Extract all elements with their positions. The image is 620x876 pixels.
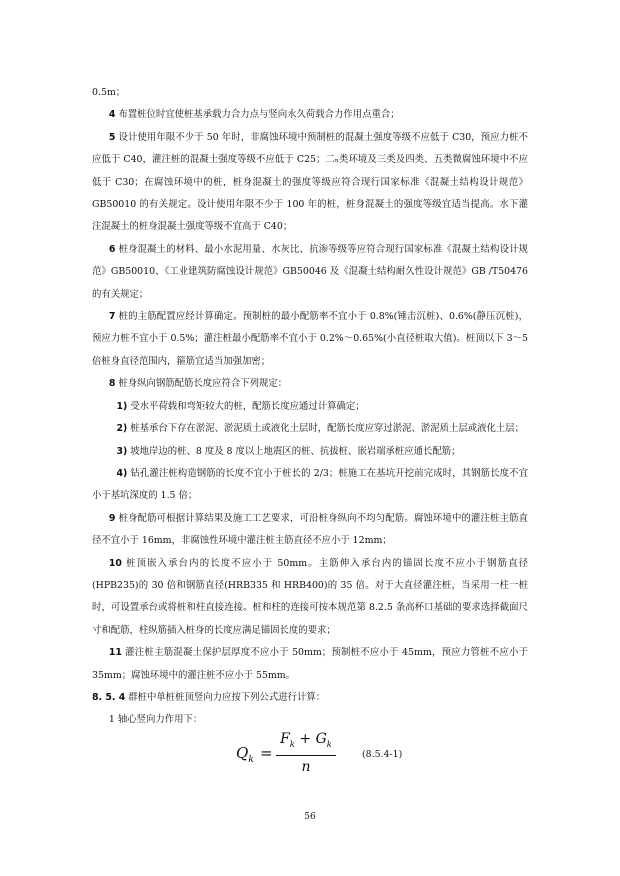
section-heading: [92, 687, 528, 709]
fraction: [276, 730, 336, 776]
symbol-q: Q: [236, 743, 249, 762]
subscript-k: k: [289, 739, 295, 750]
paragraph-continued: [92, 82, 528, 104]
subclause-number: 1): [116, 400, 128, 412]
clause-number: 8: [108, 378, 116, 390]
subscript-k: k: [326, 739, 332, 750]
formula-8-5-4-1: [92, 732, 528, 776]
symbol-f: F: [280, 730, 290, 747]
subclause-text: 受水平荷载和弯矩较大的桩，配筋长度应通过计算确定；: [127, 400, 365, 412]
clause-7: [92, 306, 528, 373]
clause-number: 10: [108, 557, 122, 569]
clause-5: [92, 127, 528, 239]
equation-number: (8.5.4-1): [362, 748, 403, 760]
subclause-text: 钻孔灌注桩构造钢筋的长度不宜小于桩长的 2/3；桩施工在基坑开挖前完成时，其钢筋长度不宜小于基坑深度的 1.5 倍；: [92, 467, 528, 502]
subclause-4: [92, 463, 528, 508]
clause-8: [92, 373, 528, 395]
clause-number: 4: [108, 109, 116, 121]
clause-10: [92, 553, 528, 643]
clause-number: 6: [108, 243, 116, 255]
subclause-number: 2): [116, 423, 128, 435]
fraction-bar: [276, 755, 336, 756]
clause-11: [92, 642, 528, 687]
section-text: 群桩中单桩桩顶竖向力应按下列公式进行计算：: [125, 691, 326, 703]
symbol-g: G: [315, 730, 327, 747]
item-text: 1 轴心竖向力作用下：: [108, 714, 203, 726]
clause-number: 5: [108, 131, 116, 143]
equals-sign: =: [260, 743, 273, 762]
page-number: 56: [304, 812, 316, 822]
clause-text: 布置桩位时宜使桩基承载力合力点与竖向永久荷载合力作用点重合；: [115, 109, 400, 121]
clause-6: [92, 239, 528, 306]
subclause-text: 桩基承台下存在淤泥、淤泥质土或液化土层时，配筋长度应穿过淤泥、淤泥质土层或液化土层；: [127, 423, 524, 435]
subscript-k: k: [248, 754, 254, 765]
subclause-2: [92, 418, 528, 440]
clause-text: 灌注桩主筋混凝土保护层厚度不应小于 50mm；预制桩不应小于 45mm，预应力管桩不应小于 35mm；腐蚀环境中的灌注桩不应小于 55mm。: [92, 647, 528, 681]
clause-4: [92, 104, 528, 126]
subclause-3: [92, 441, 528, 463]
clause-text: 桩身纵向钢筋配筋长度应符合下列规定：: [115, 378, 288, 390]
text: 0.5m；: [92, 87, 126, 98]
item-1: [92, 709, 528, 731]
clause-number: 7: [108, 311, 116, 323]
subclause-number: 4): [116, 467, 128, 479]
denominator: n: [301, 758, 311, 775]
clause-number: 9: [108, 512, 116, 524]
clause-text: 桩的主筋配置应经计算确定。预制桩的最小配筋率不宜小于 0.8%(锤击沉桩)、0.6%(静压沉桩)，预应力桩不宜小于 0.5%；灌注桩最小配筋率不宜小于 0.2%～0.65%(小直径桩取大值)。桩顶以下 3～5 倍桩身直径范围内，箍筋宜适当加强加密；: [92, 311, 528, 367]
clause-text: 设计使用年限不少于 50 年时，非腐蚀环境中预制桩的混凝土强度等级不应低于 C30，预应力桩不应低于 C40，灌注桩的混凝土强度等级不应低于 C25；二ₙ类环境及三类及四类、五类微腐蚀环境中不应低于 C30；在腐蚀环境中的桩，桩身混凝土的强度等级应符合现行国家标准《混凝土结构设计规范》GB50010 的有关规定。设计使用年限不少于 100 年的桩，桩身混凝土的强度等级宜适当提高。水下灌注混凝土的桩身混凝土强度等级不宜高于 C40；: [92, 131, 528, 233]
numerator: [276, 730, 336, 754]
formula-lhs: [236, 742, 254, 771]
subclause-1: [92, 396, 528, 418]
plus-sign: +: [294, 730, 316, 747]
section-number: 8. 5. 4: [92, 691, 126, 703]
clause-text: 桩身混凝土的材料、最小水泥用量、水灰比、抗渗等级等应符合现行国家标准《混凝土结构设计规范》GB50010、《工业建筑防腐蚀设计规范》GB50046 及《混凝土结构耐久性设计规范》GB /T50476 的有关规定；: [92, 243, 528, 300]
clause-text: 桩身配筋可根据计算结果及施工工艺要求，可沿桩身纵向不均匀配筋。腐蚀环境中的灌注桩主筋直径不宜小于 16mm，非腐蚀性环境中灌注桩主筋直径不应小于 12mm；: [92, 512, 528, 547]
clause-number: 11: [108, 647, 122, 659]
document-body: [92, 82, 528, 776]
clause-9: [92, 508, 528, 553]
subclause-text: 坡地岸边的桩、8 度及 8 度以上地震区的桩、抗拔桩、嵌岩端承桩应通长配筋；: [127, 445, 461, 457]
subclause-number: 3): [116, 445, 128, 457]
clause-text: 桩顶嵌入承台内的长度不应小于 50mm。主筋伸入承台内的锚固长度不应小于钢筋直径(HPB235)的 30 倍和钢筋直径(HRB335 和 HRB400)的 35 倍。对于大直径灌注桩，当采用一柱一桩时，可设置承台或将桩和柱直接连接。桩和柱的连接可按本规范第 8.2.5 条高杯口基础的要求选择截面尺寸和配筋，柱纵筋插入桩身的长度应满足锚固长度的要求；: [92, 557, 528, 636]
